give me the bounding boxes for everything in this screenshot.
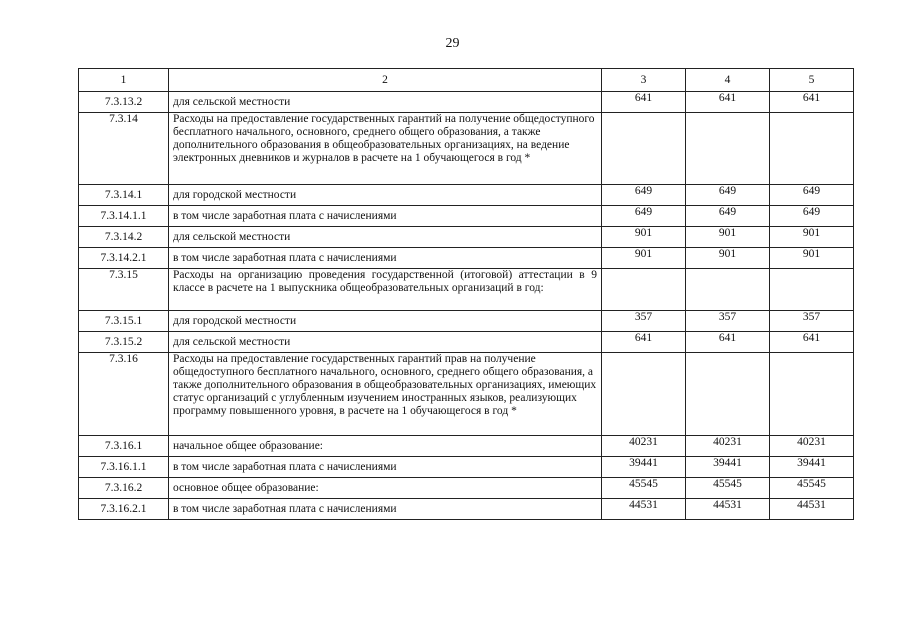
table-row	[79, 499, 854, 520]
row-code: 7.3.15.1	[79, 311, 169, 332]
row-code: 7.3.14	[79, 113, 169, 185]
row-value-col5: 44531	[770, 499, 854, 520]
table-row	[79, 436, 854, 457]
row-description: в том числе заработная плата с начислениями	[169, 499, 602, 520]
row-description: Расходы на предоставление государственных гарантий на получение общедоступного бесплатного начального, основного, среднего общего образования, а также дополнительного образования в общеобразовательных организациях, на ведение электронных дневников и журналов в расчете на 1 обучающегося в год *	[169, 113, 602, 185]
row-value-col3: 649	[602, 185, 686, 206]
row-code: 7.3.14.1	[79, 185, 169, 206]
row-value-col3: 39441	[602, 457, 686, 478]
header-cell-3: 3	[602, 69, 686, 92]
row-value-col3: 44531	[602, 499, 686, 520]
row-description: для городской местности	[169, 185, 602, 206]
row-value-col4: 641	[686, 92, 770, 113]
table-row	[79, 248, 854, 269]
table-row	[79, 353, 854, 436]
row-value-col3: 649	[602, 206, 686, 227]
row-description: для сельской местности	[169, 92, 602, 113]
row-value-col5	[770, 269, 854, 311]
row-value-col5: 641	[770, 92, 854, 113]
row-description: для сельской местности	[169, 227, 602, 248]
row-value-col5: 901	[770, 227, 854, 248]
row-code: 7.3.16	[79, 353, 169, 436]
row-value-col5: 641	[770, 332, 854, 353]
row-value-col5: 39441	[770, 457, 854, 478]
row-description: в том числе заработная плата с начислениями	[169, 457, 602, 478]
table-row	[79, 227, 854, 248]
row-value-col5: 45545	[770, 478, 854, 499]
row-value-col5: 649	[770, 206, 854, 227]
row-description: основное общее образование:	[169, 478, 602, 499]
row-code: 7.3.16.1	[79, 436, 169, 457]
row-value-col3: 901	[602, 227, 686, 248]
row-description: в том числе заработная плата с начислениями	[169, 248, 602, 269]
row-value-col4: 39441	[686, 457, 770, 478]
row-value-col3	[602, 113, 686, 185]
row-value-col4: 357	[686, 311, 770, 332]
row-value-col4: 40231	[686, 436, 770, 457]
row-value-col4: 44531	[686, 499, 770, 520]
row-code: 7.3.14.2.1	[79, 248, 169, 269]
row-code: 7.3.15.2	[79, 332, 169, 353]
row-value-col5	[770, 353, 854, 436]
row-value-col3: 45545	[602, 478, 686, 499]
row-description: Расходы на предоставление государственных гарантий прав на получение общедоступного бесплатного начального, основного, среднего общего образования, а также дополнительного образования в общеобразовательных организациях, имеющих статус организаций с углубленным изучением иностранных языков, реализующих программу повышенного уровня, в расчете на 1 обучающегося в год *	[169, 353, 602, 436]
header-cell-1: 1	[79, 69, 169, 92]
row-description: для городской местности	[169, 311, 602, 332]
table-row	[79, 457, 854, 478]
table-row	[79, 113, 854, 185]
row-value-col3	[602, 269, 686, 311]
row-value-col4	[686, 353, 770, 436]
table-row	[79, 269, 854, 311]
row-value-col4	[686, 113, 770, 185]
row-description: начальное общее образование:	[169, 436, 602, 457]
row-value-col3	[602, 353, 686, 436]
table-row	[79, 311, 854, 332]
row-value-col3: 901	[602, 248, 686, 269]
header-cell-5: 5	[770, 69, 854, 92]
row-value-col4: 649	[686, 185, 770, 206]
row-value-col5: 901	[770, 248, 854, 269]
table-row	[79, 478, 854, 499]
row-code: 7.3.13.2	[79, 92, 169, 113]
header-cell-2: 2	[169, 69, 602, 92]
row-code: 7.3.16.2.1	[79, 499, 169, 520]
row-code: 7.3.14.2	[79, 227, 169, 248]
row-value-col4: 901	[686, 227, 770, 248]
row-value-col4: 649	[686, 206, 770, 227]
row-value-col3: 641	[602, 92, 686, 113]
row-code: 7.3.14.1.1	[79, 206, 169, 227]
table-row	[79, 185, 854, 206]
row-value-col5	[770, 113, 854, 185]
header-row	[79, 69, 854, 92]
row-value-col3: 641	[602, 332, 686, 353]
row-code: 7.3.16.1.1	[79, 457, 169, 478]
row-value-col5: 649	[770, 185, 854, 206]
row-description: в том числе заработная плата с начислениями	[169, 206, 602, 227]
row-value-col4	[686, 269, 770, 311]
expenses-table	[78, 68, 854, 520]
row-value-col4: 45545	[686, 478, 770, 499]
row-code: 7.3.15	[79, 269, 169, 311]
table-row	[79, 92, 854, 113]
row-value-col4: 641	[686, 332, 770, 353]
page-number: 29	[445, 36, 460, 51]
row-description: для сельской местности	[169, 332, 602, 353]
row-value-col4: 901	[686, 248, 770, 269]
table-row	[79, 206, 854, 227]
row-value-col5: 40231	[770, 436, 854, 457]
table-row	[79, 332, 854, 353]
row-code: 7.3.16.2	[79, 478, 169, 499]
row-value-col3: 40231	[602, 436, 686, 457]
row-value-col3: 357	[602, 311, 686, 332]
header-cell-4: 4	[686, 69, 770, 92]
row-description: Расходы на организацию проведения государственной (итоговой) аттестации в 9 классе в расчете на 1 выпускника общеобразовательных организаций в год:	[169, 269, 602, 311]
row-value-col5: 357	[770, 311, 854, 332]
